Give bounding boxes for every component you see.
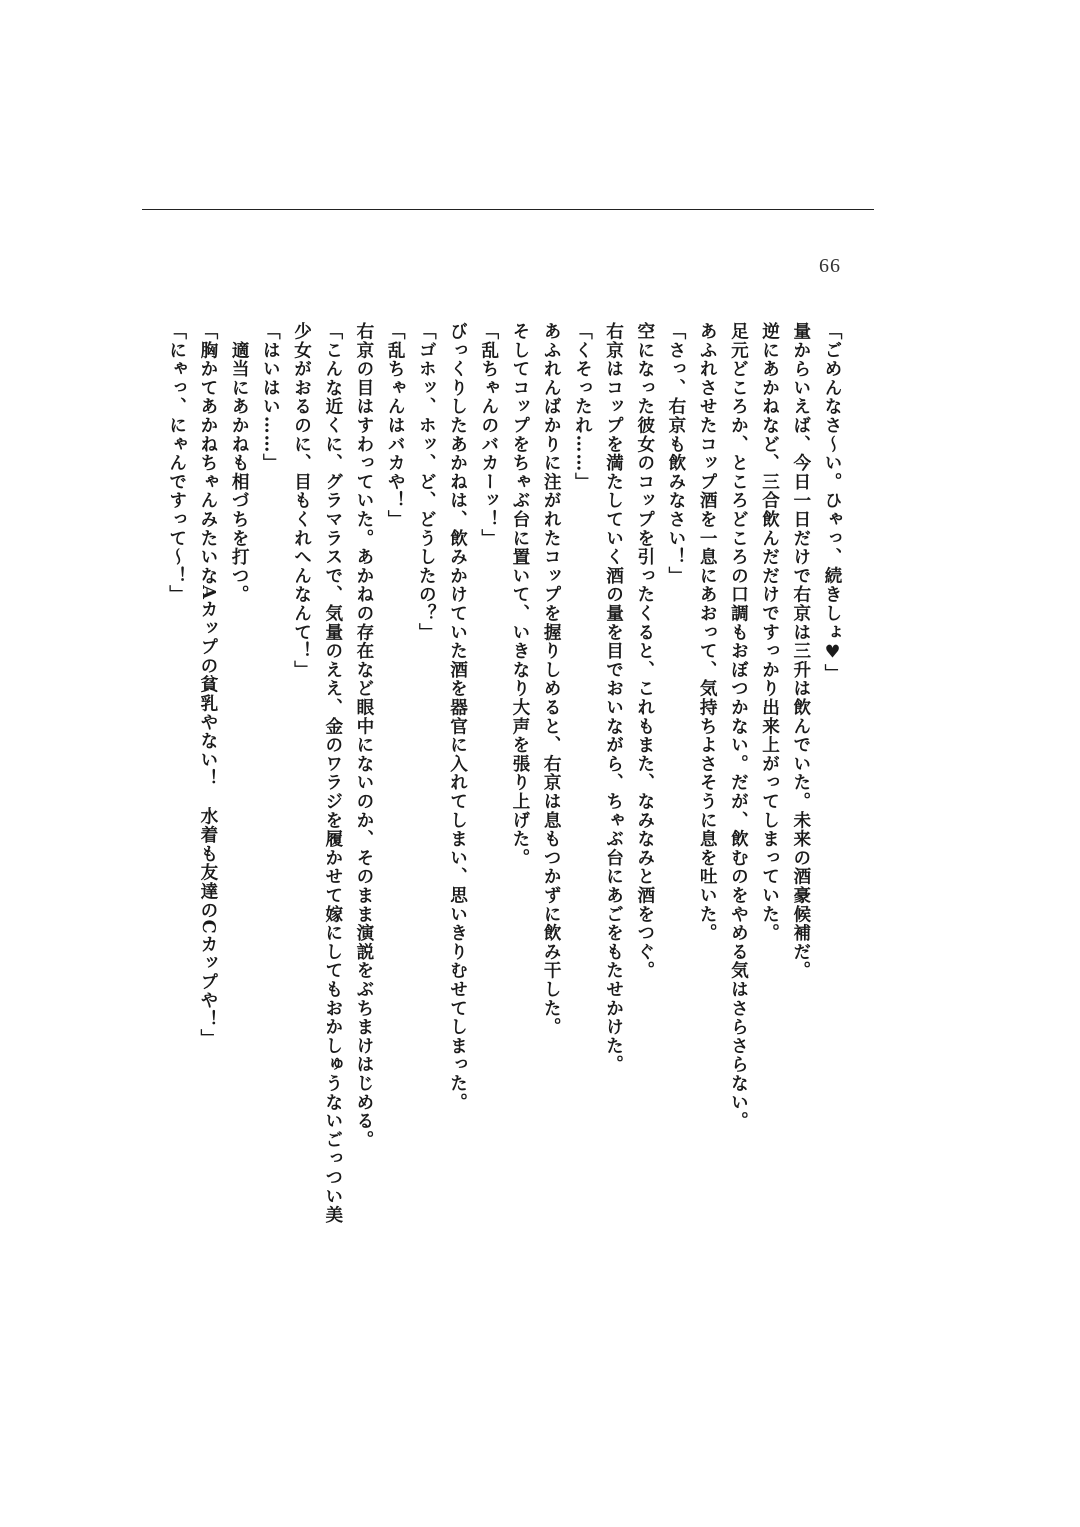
text-line: 量からいえば、今日一日だけで右京は三升は飲んでいた。未来の酒豪候補だ。: [790, 322, 812, 980]
text-line: 右京はコップを満たしていく酒の量を目でおいながら、ちゃぶ台にあごをもたせかけた。: [603, 322, 625, 1074]
header-rule: [142, 209, 874, 210]
page-number: 66: [819, 255, 841, 277]
text-line: 「こんな近くに、グラマラスで、気量のええ、金のワラジを履かせて嫁にしてもおかしゅうないごっつい美: [322, 322, 344, 1225]
text-line: 「くそったれ……」: [572, 322, 594, 492]
text-line: 「さっ、右京も飲みなさい！」: [665, 322, 687, 586]
text-line: あふれんばかりに注がれたコップを握りしめると、右京は息もつかずに飲み干した。: [541, 322, 563, 1037]
text-line: 空になった彼女のコップを引ったくると、これもまた、なみなみと酒をつぐ。: [634, 322, 656, 980]
body-text: [166, 322, 848, 1225]
text-line: 「はいはい……」: [260, 322, 282, 473]
text-line: 足元どころか、ところどころの口調もおぼつかない。だが、飲むのをやめる気はさらさらない。: [728, 322, 750, 1131]
text-line: 「乱ちゃんのバカーッ！」: [478, 322, 500, 548]
text-line: あふれさせたコップ酒を一息にあおって、気持ちよさそうに息を吐いた。: [697, 322, 719, 943]
text-line: 「胸かてあかねちゃんみたいなAカップの貧乳やない！ 水着も友達のCカップや！」: [197, 322, 219, 1048]
text-line: 「ゴホッ、ホッ、ど、どうしたの？」: [416, 322, 438, 642]
text-line: そしてコップをちゃぶ台に置いて、いきなり大声を張り上げた。: [509, 322, 531, 868]
text-line: 逆にあかねなど、三合飲んだだけですっかり出来上がってしまっていた。: [759, 322, 781, 943]
text-line: 適当にあかねも相づちを打つ。: [229, 322, 251, 604]
text-line: びっくりしたあかねは、飲みかけていた酒を器官に入れてしまい、思いきりむせてしまった。: [447, 322, 469, 1112]
text-line: 「にゃっ、にゃんですって〜！」: [166, 322, 188, 604]
text-line: 右京の目はすわっていた。あかねの存在など眼中にないのか、そのまま演説をぶちまけはじめる。: [353, 322, 375, 1150]
text-line: 「ごめんなさ〜い。ひゃっ、続きしょ♥」: [822, 322, 843, 683]
text-line: 「乱ちゃんはバカや！」: [385, 322, 407, 529]
text-line: 少女がおるのに、目もくれへんなんて！」: [291, 322, 313, 680]
